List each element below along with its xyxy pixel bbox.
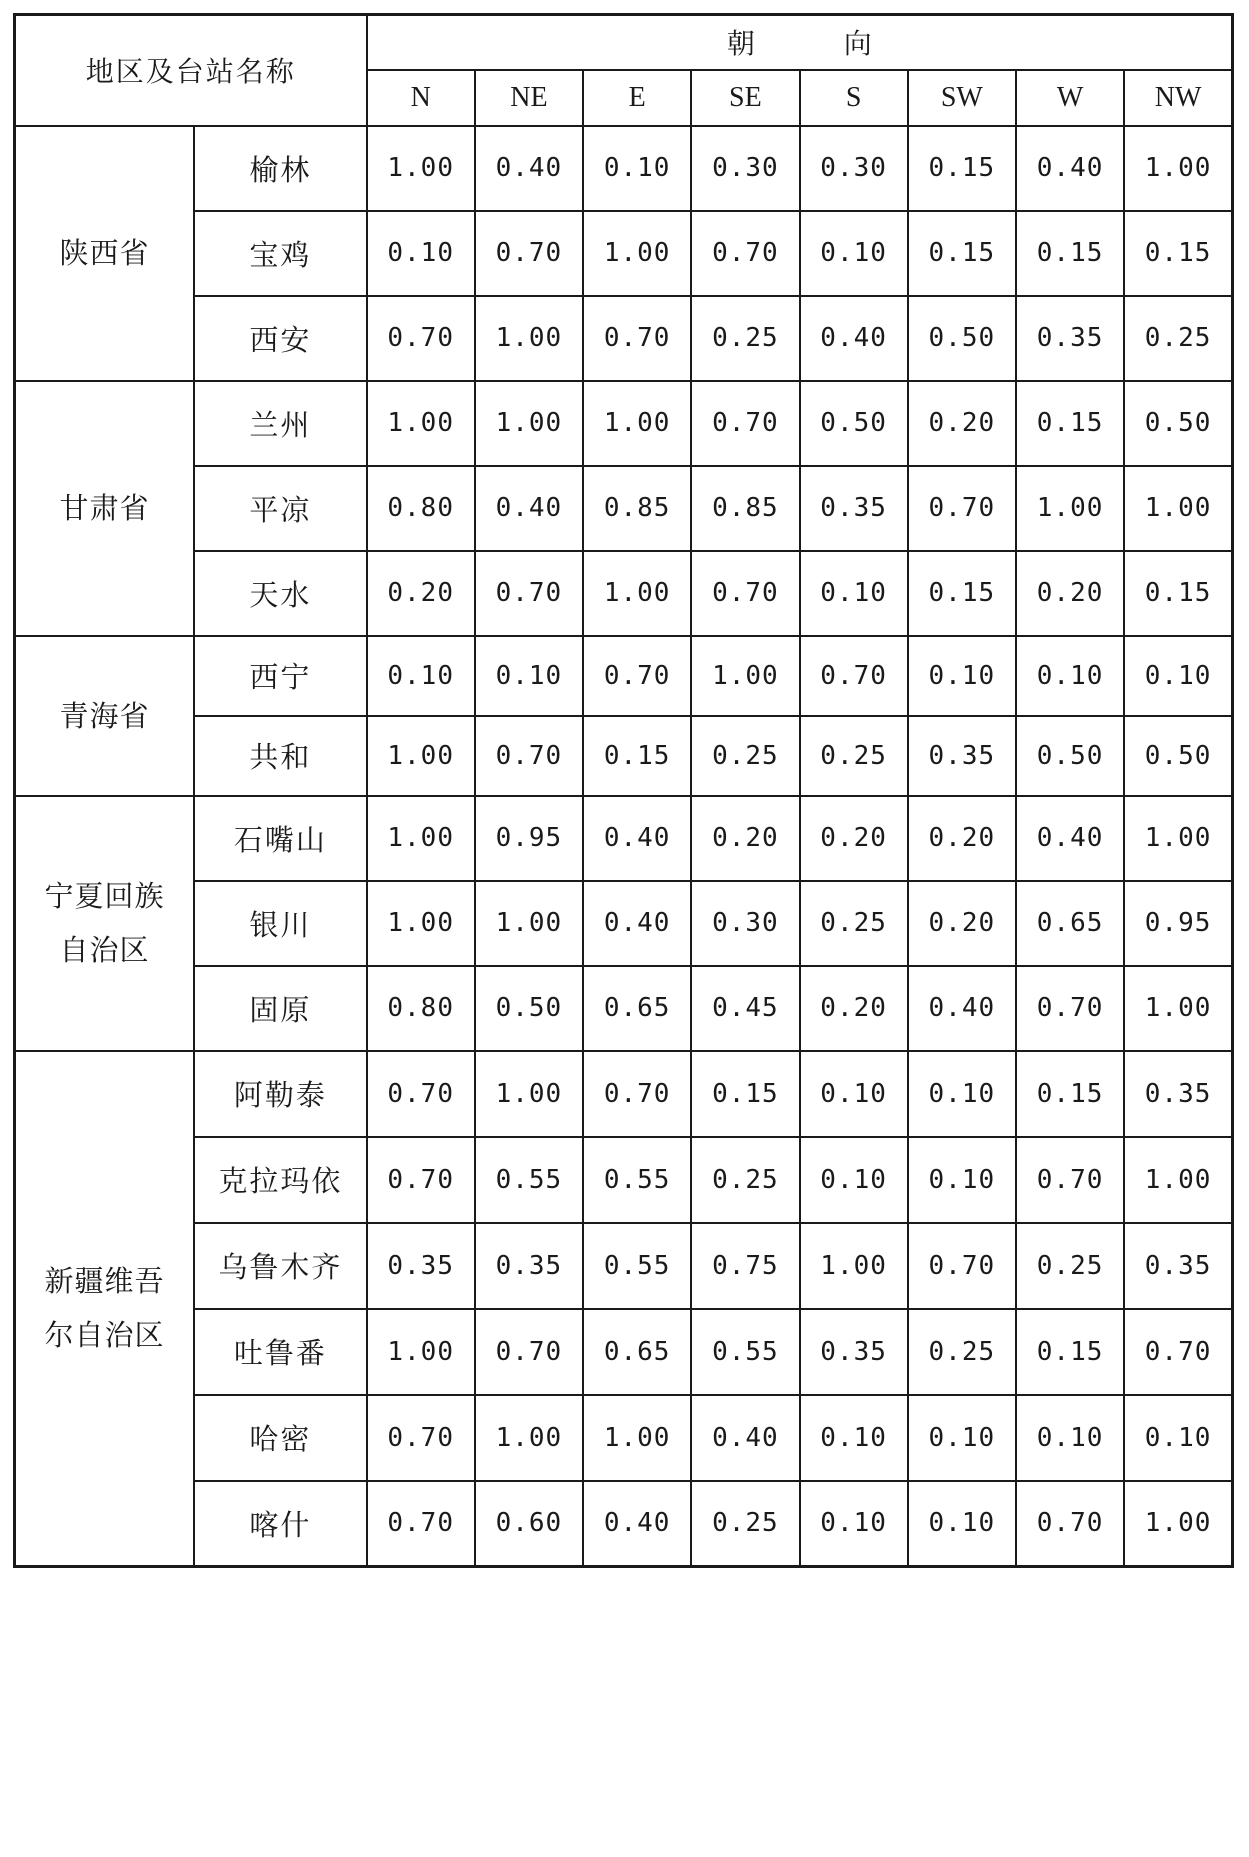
province-name-line: 自治区 — [59, 933, 150, 967]
coefficient-cell-n: 0.70 — [367, 1481, 475, 1567]
coefficient-cell-nw: 0.35 — [1124, 1051, 1232, 1137]
coefficient-cell-sw: 0.15 — [908, 551, 1016, 636]
coefficient-cell-sw: 0.70 — [908, 466, 1016, 551]
coefficient-cell-w: 0.20 — [1016, 551, 1124, 636]
coefficient-cell-w: 0.65 — [1016, 881, 1124, 966]
province-name-line: 尔自治区 — [44, 1318, 165, 1353]
coefficient-cell-se: 0.85 — [691, 466, 799, 551]
coefficient-cell-sw: 0.10 — [908, 1395, 1016, 1481]
coefficient-cell-se: 0.25 — [691, 1137, 799, 1223]
coefficient-cell-n: 0.35 — [367, 1223, 475, 1309]
coefficient-cell-e: 0.70 — [583, 1051, 691, 1137]
table-row — [15, 466, 1233, 551]
coefficient-cell-s: 0.10 — [800, 211, 908, 296]
coefficient-cell-n: 1.00 — [367, 881, 475, 966]
coefficient-cell-w: 0.15 — [1016, 381, 1124, 466]
coefficient-cell-e: 0.10 — [583, 126, 691, 211]
coefficient-cell-nw: 0.15 — [1124, 551, 1232, 636]
coefficient-cell-se: 0.40 — [691, 1395, 799, 1481]
coefficient-cell-w: 0.50 — [1016, 716, 1124, 796]
coefficient-cell-se: 0.25 — [691, 1481, 799, 1567]
coefficient-cell-se: 0.25 — [691, 716, 799, 796]
coefficient-cell-n: 0.80 — [367, 466, 475, 551]
station-name: 哈密 — [194, 1395, 366, 1481]
coefficient-cell-e: 0.85 — [583, 466, 691, 551]
coefficient-cell-s: 0.30 — [800, 126, 908, 211]
coefficient-cell-n: 1.00 — [367, 381, 475, 466]
coefficient-cell-e: 0.40 — [583, 881, 691, 966]
coefficient-cell-sw: 0.35 — [908, 716, 1016, 796]
coefficient-cell-sw: 0.15 — [908, 126, 1016, 211]
coefficient-cell-ne: 0.35 — [475, 1223, 583, 1309]
province-cell — [15, 796, 195, 1051]
coefficient-cell-e: 0.65 — [583, 966, 691, 1051]
coefficient-cell-se: 0.55 — [691, 1309, 799, 1395]
direction-header-se: SE — [691, 70, 799, 126]
coefficient-cell-n: 0.70 — [367, 296, 475, 381]
coefficient-cell-s: 0.50 — [800, 381, 908, 466]
coefficient-cell-e: 0.70 — [583, 636, 691, 716]
province-cell — [15, 1051, 195, 1567]
station-name: 共和 — [194, 716, 366, 796]
table-row — [15, 1051, 1233, 1137]
direction-header-s: S — [800, 70, 908, 126]
coefficient-cell-nw: 0.10 — [1124, 1395, 1232, 1481]
coefficient-cell-nw: 0.35 — [1124, 1223, 1232, 1309]
station-name: 兰州 — [194, 381, 366, 466]
coefficient-cell-ne: 1.00 — [475, 1395, 583, 1481]
coefficient-cell-n: 0.10 — [367, 211, 475, 296]
province-name-line: 宁夏回族 — [44, 879, 165, 913]
coefficient-cell-n: 0.70 — [367, 1137, 475, 1223]
direction-header-n: N — [367, 70, 475, 126]
coefficient-cell-se: 0.15 — [691, 1051, 799, 1137]
coefficient-cell-nw: 0.95 — [1124, 881, 1232, 966]
direction-header-e: E — [583, 70, 691, 126]
station-name: 乌鲁木齐 — [194, 1223, 366, 1309]
coefficient-cell-se: 0.45 — [691, 966, 799, 1051]
coefficient-cell-ne: 0.60 — [475, 1481, 583, 1567]
station-name: 西宁 — [194, 636, 366, 716]
coefficient-cell-sw: 0.20 — [908, 381, 1016, 466]
coefficient-cell-nw: 0.10 — [1124, 636, 1232, 716]
coefficient-cell-se: 0.70 — [691, 211, 799, 296]
province-name-line: 新疆维吾 — [44, 1264, 165, 1299]
table-row — [15, 1223, 1233, 1309]
coefficient-cell-w: 0.15 — [1016, 211, 1124, 296]
coefficient-cell-w: 0.10 — [1016, 1395, 1124, 1481]
coefficient-cell-nw: 1.00 — [1124, 1137, 1232, 1223]
coefficient-cell-ne: 1.00 — [475, 296, 583, 381]
coefficient-cell-e: 0.40 — [583, 1481, 691, 1567]
coefficient-cell-e: 0.40 — [583, 796, 691, 881]
coefficient-cell-ne: 1.00 — [475, 381, 583, 466]
coefficient-cell-sw: 0.40 — [908, 966, 1016, 1051]
station-name: 石嘴山 — [194, 796, 366, 881]
coefficient-cell-n: 0.20 — [367, 551, 475, 636]
coefficient-cell-n: 1.00 — [367, 1309, 475, 1395]
coefficient-cell-s: 0.10 — [800, 1051, 908, 1137]
station-name: 西安 — [194, 296, 366, 381]
coefficient-cell-nw: 1.00 — [1124, 466, 1232, 551]
coefficient-cell-n: 1.00 — [367, 796, 475, 881]
table-row — [15, 966, 1233, 1051]
coefficient-cell-sw: 0.70 — [908, 1223, 1016, 1309]
table-row — [15, 1137, 1233, 1223]
coefficient-cell-ne: 0.40 — [475, 466, 583, 551]
coefficient-cell-n: 1.00 — [367, 716, 475, 796]
coefficient-cell-sw: 0.15 — [908, 211, 1016, 296]
coefficient-cell-se: 0.30 — [691, 881, 799, 966]
coefficient-cell-ne: 1.00 — [475, 881, 583, 966]
coefficient-cell-e: 1.00 — [583, 211, 691, 296]
coefficient-cell-e: 1.00 — [583, 1395, 691, 1481]
coefficient-cell-w: 0.25 — [1016, 1223, 1124, 1309]
table-row — [15, 1395, 1233, 1481]
coefficient-cell-ne: 0.70 — [475, 1309, 583, 1395]
coefficient-cell-ne: 1.00 — [475, 1051, 583, 1137]
table-row — [15, 796, 1233, 881]
table-row — [15, 716, 1233, 796]
coefficient-cell-w: 0.35 — [1016, 296, 1124, 381]
table-body — [15, 126, 1233, 1567]
coefficient-cell-s: 0.10 — [800, 1137, 908, 1223]
coefficient-cell-sw: 0.10 — [908, 1137, 1016, 1223]
coefficient-cell-se: 0.70 — [691, 381, 799, 466]
coefficient-cell-s: 1.00 — [800, 1223, 908, 1309]
coefficient-cell-e: 1.00 — [583, 551, 691, 636]
coefficient-cell-e: 0.55 — [583, 1137, 691, 1223]
coefficient-cell-w: 0.40 — [1016, 126, 1124, 211]
coefficient-cell-ne: 0.40 — [475, 126, 583, 211]
coefficient-cell-ne: 0.55 — [475, 1137, 583, 1223]
direction-header-nw: NW — [1124, 70, 1232, 126]
orientation-header: 朝 向 — [367, 15, 1233, 70]
coefficient-cell-e: 0.70 — [583, 296, 691, 381]
coefficient-cell-se: 1.00 — [691, 636, 799, 716]
coefficient-cell-ne: 0.70 — [475, 716, 583, 796]
coefficient-cell-ne: 0.95 — [475, 796, 583, 881]
coefficient-cell-n: 0.80 — [367, 966, 475, 1051]
coefficient-cell-w: 0.10 — [1016, 636, 1124, 716]
table-row — [15, 1481, 1233, 1567]
station-name: 克拉玛依 — [194, 1137, 366, 1223]
station-name: 吐鲁番 — [194, 1309, 366, 1395]
coefficient-cell-s: 0.10 — [800, 1395, 908, 1481]
province-cell: 青海省 — [15, 636, 195, 796]
coefficient-cell-e: 0.55 — [583, 1223, 691, 1309]
coefficient-cell-n: 0.70 — [367, 1051, 475, 1137]
table-row — [15, 296, 1233, 381]
coefficient-cell-n: 0.10 — [367, 636, 475, 716]
coefficient-cell-s: 0.10 — [800, 1481, 908, 1567]
coefficient-cell-se: 0.75 — [691, 1223, 799, 1309]
coefficient-cell-s: 0.25 — [800, 716, 908, 796]
direction-header-w: W — [1016, 70, 1124, 126]
coefficient-cell-se: 0.25 — [691, 296, 799, 381]
coefficient-cell-sw: 0.20 — [908, 796, 1016, 881]
coefficient-cell-ne: 0.70 — [475, 551, 583, 636]
coefficient-cell-ne: 0.70 — [475, 211, 583, 296]
station-name: 天水 — [194, 551, 366, 636]
coefficient-cell-s: 0.40 — [800, 296, 908, 381]
table-row — [15, 126, 1233, 211]
coefficient-cell-s: 0.70 — [800, 636, 908, 716]
coefficient-cell-sw: 0.10 — [908, 1051, 1016, 1137]
coefficient-cell-s: 0.20 — [800, 966, 908, 1051]
station-name: 榆林 — [194, 126, 366, 211]
station-name: 喀什 — [194, 1481, 366, 1567]
coefficient-cell-nw: 1.00 — [1124, 126, 1232, 211]
coefficient-cell-w: 0.15 — [1016, 1051, 1124, 1137]
coefficient-cell-sw: 0.10 — [908, 636, 1016, 716]
coefficient-cell-w: 0.70 — [1016, 1137, 1124, 1223]
table-row — [15, 1309, 1233, 1395]
coefficient-cell-w: 0.70 — [1016, 966, 1124, 1051]
coefficient-cell-e: 1.00 — [583, 381, 691, 466]
coefficient-cell-w: 0.15 — [1016, 1309, 1124, 1395]
station-name: 平凉 — [194, 466, 366, 551]
coefficient-cell-w: 0.40 — [1016, 796, 1124, 881]
station-name: 固原 — [194, 966, 366, 1051]
table-row — [15, 881, 1233, 966]
table-row — [15, 636, 1233, 716]
station-name: 宝鸡 — [194, 211, 366, 296]
coefficient-cell-ne: 0.10 — [475, 636, 583, 716]
coefficient-cell-nw: 0.50 — [1124, 716, 1232, 796]
orientation-coefficient-table — [13, 13, 1234, 1568]
table-row — [15, 381, 1233, 466]
coefficient-cell-se: 0.70 — [691, 551, 799, 636]
coefficient-cell-e: 0.15 — [583, 716, 691, 796]
station-name: 银川 — [194, 881, 366, 966]
province-cell: 甘肃省 — [15, 381, 195, 636]
coefficient-cell-ne: 0.50 — [475, 966, 583, 1051]
coefficient-cell-nw: 1.00 — [1124, 1481, 1232, 1567]
coefficient-cell-nw: 1.00 — [1124, 796, 1232, 881]
region-station-header: 地区及台站名称 — [15, 15, 367, 126]
coefficient-cell-nw: 0.25 — [1124, 296, 1232, 381]
coefficient-cell-nw: 0.50 — [1124, 381, 1232, 466]
coefficient-cell-s: 0.35 — [800, 466, 908, 551]
station-name: 阿勒泰 — [194, 1051, 366, 1137]
coefficient-cell-n: 1.00 — [367, 126, 475, 211]
coefficient-cell-se: 0.30 — [691, 126, 799, 211]
coefficient-cell-nw: 0.15 — [1124, 211, 1232, 296]
coefficient-cell-s: 0.25 — [800, 881, 908, 966]
coefficient-cell-w: 1.00 — [1016, 466, 1124, 551]
coefficient-cell-s: 0.10 — [800, 551, 908, 636]
direction-header-ne: NE — [475, 70, 583, 126]
coefficient-cell-s: 0.20 — [800, 796, 908, 881]
direction-header-sw: SW — [908, 70, 1016, 126]
coefficient-cell-sw: 0.10 — [908, 1481, 1016, 1567]
coefficient-cell-n: 0.70 — [367, 1395, 475, 1481]
coefficient-cell-w: 0.70 — [1016, 1481, 1124, 1567]
coefficient-cell-sw: 0.20 — [908, 881, 1016, 966]
coefficient-cell-sw: 0.25 — [908, 1309, 1016, 1395]
table-row — [15, 551, 1233, 636]
coefficient-cell-sw: 0.50 — [908, 296, 1016, 381]
coefficient-cell-se: 0.20 — [691, 796, 799, 881]
table-row — [15, 211, 1233, 296]
coefficient-cell-s: 0.35 — [800, 1309, 908, 1395]
coefficient-cell-nw: 0.70 — [1124, 1309, 1232, 1395]
coefficient-cell-e: 0.65 — [583, 1309, 691, 1395]
coefficient-cell-nw: 1.00 — [1124, 966, 1232, 1051]
province-cell: 陕西省 — [15, 126, 195, 381]
